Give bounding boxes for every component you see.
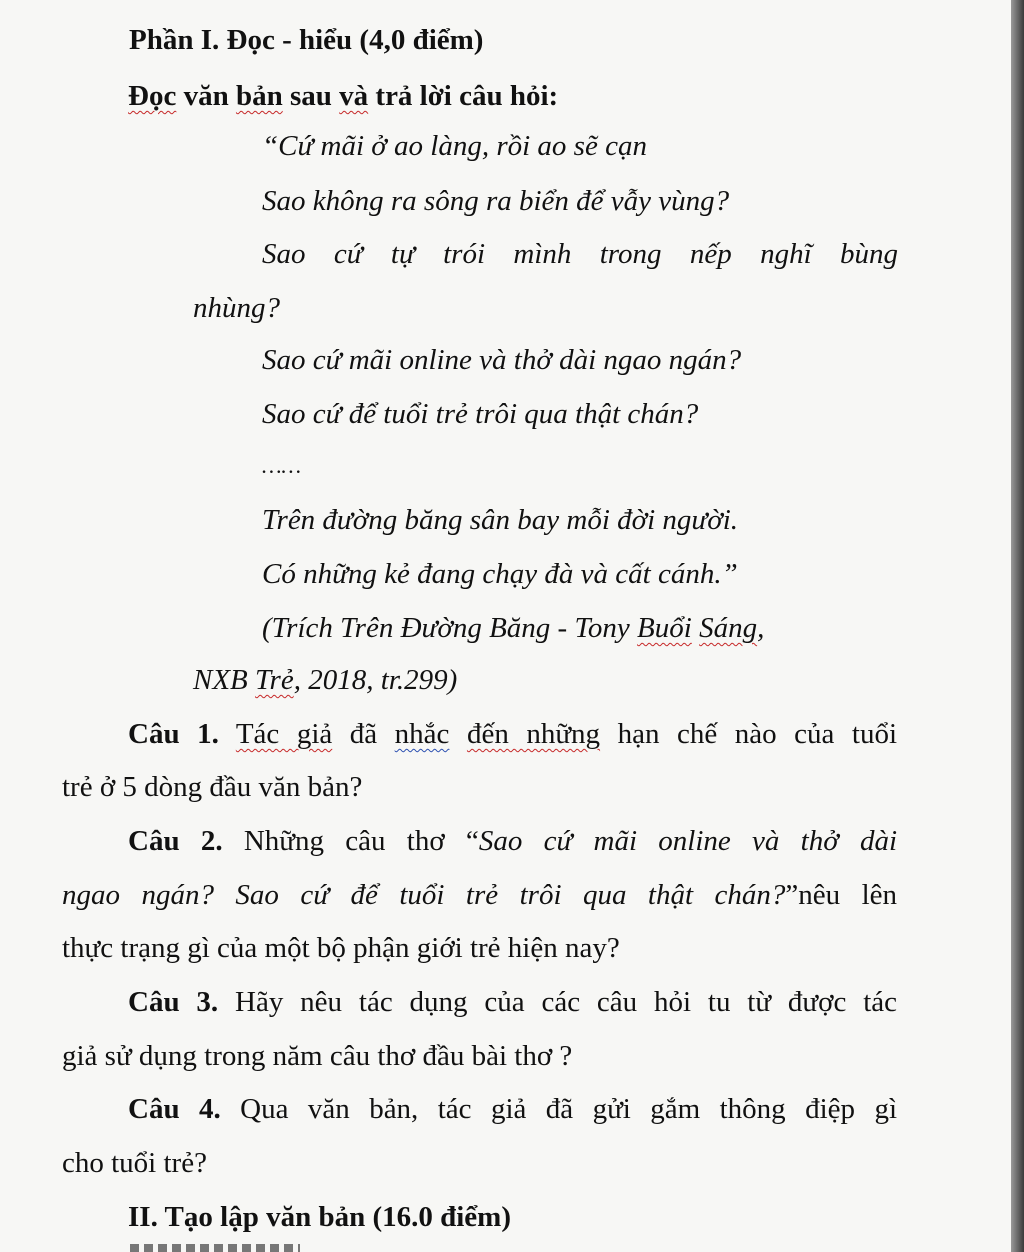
citation-line-2: NXB Trẻ, 2018, tr.299): [193, 664, 458, 696]
poem-line-3: Sao cứ tự trói mình trong nếp nghĩ bùng: [262, 238, 898, 270]
poem-line-7: Có những kẻ đang chạy đà và cất cánh.”: [262, 558, 738, 590]
question-2-line-2: ngao ngán? Sao cứ để tuổi trẻ trôi qua thật chán?”nêu lên: [62, 879, 898, 911]
question-1-line-2: trẻ ở 5 dòng đầu văn bản?: [62, 771, 363, 803]
question-2-line-3: thực trạng gì của một bộ phận giới trẻ hiện nay?: [62, 932, 620, 964]
question-4-line-2: cho tuổi trẻ?: [62, 1147, 207, 1179]
poem-line-4: Sao cứ mãi online và thở dài ngao ngán?: [262, 344, 742, 376]
poem-line-3-cont: nhùng?: [193, 292, 280, 324]
question-3-line-2: giả sử dụng trong năm câu thơ đầu bài thơ ?: [62, 1040, 573, 1072]
poem-line-2: Sao không ra sông ra biển để vẫy vùng?: [262, 185, 730, 217]
poem-line-6: Trên đường băng sân bay mỗi đời người.: [262, 504, 739, 536]
question-4-line-1: Câu 4. Qua văn bản, tác giả đã gửi gắm thông điệp gì: [128, 1093, 898, 1125]
poem-line-1: “Cứ mãi ở ao làng, rồi ao sẽ cạn: [262, 130, 647, 162]
cut-off-text-line: [130, 1244, 300, 1252]
reading-instruction: Đọc văn bản sau và trả lời câu hỏi:: [128, 80, 559, 112]
page-edge-shadow: [1011, 0, 1024, 1252]
question-2-line-1: Câu 2. Những câu thơ “Sao cứ mãi online và thở dài: [128, 825, 898, 857]
part1-heading: Phần I. Đọc - hiểu (4,0 điểm): [129, 24, 484, 56]
question-3-line-1: Câu 3. Hãy nêu tác dụng của các câu hỏi tu từ được tác: [128, 986, 897, 1018]
poem-ellipsis: ……: [262, 453, 302, 478]
citation-line-1: (Trích Trên Đường Băng - Tony Buổi Sáng,: [262, 612, 765, 644]
part2-heading: II. Tạo lập văn bản (16.0 điểm): [128, 1201, 511, 1233]
question-1-line-1: Câu 1. Tác giả đã nhắc đến những hạn chế nào của tuổi: [128, 718, 898, 750]
poem-line-5: Sao cứ để tuổi trẻ trôi qua thật chán?: [262, 398, 699, 430]
